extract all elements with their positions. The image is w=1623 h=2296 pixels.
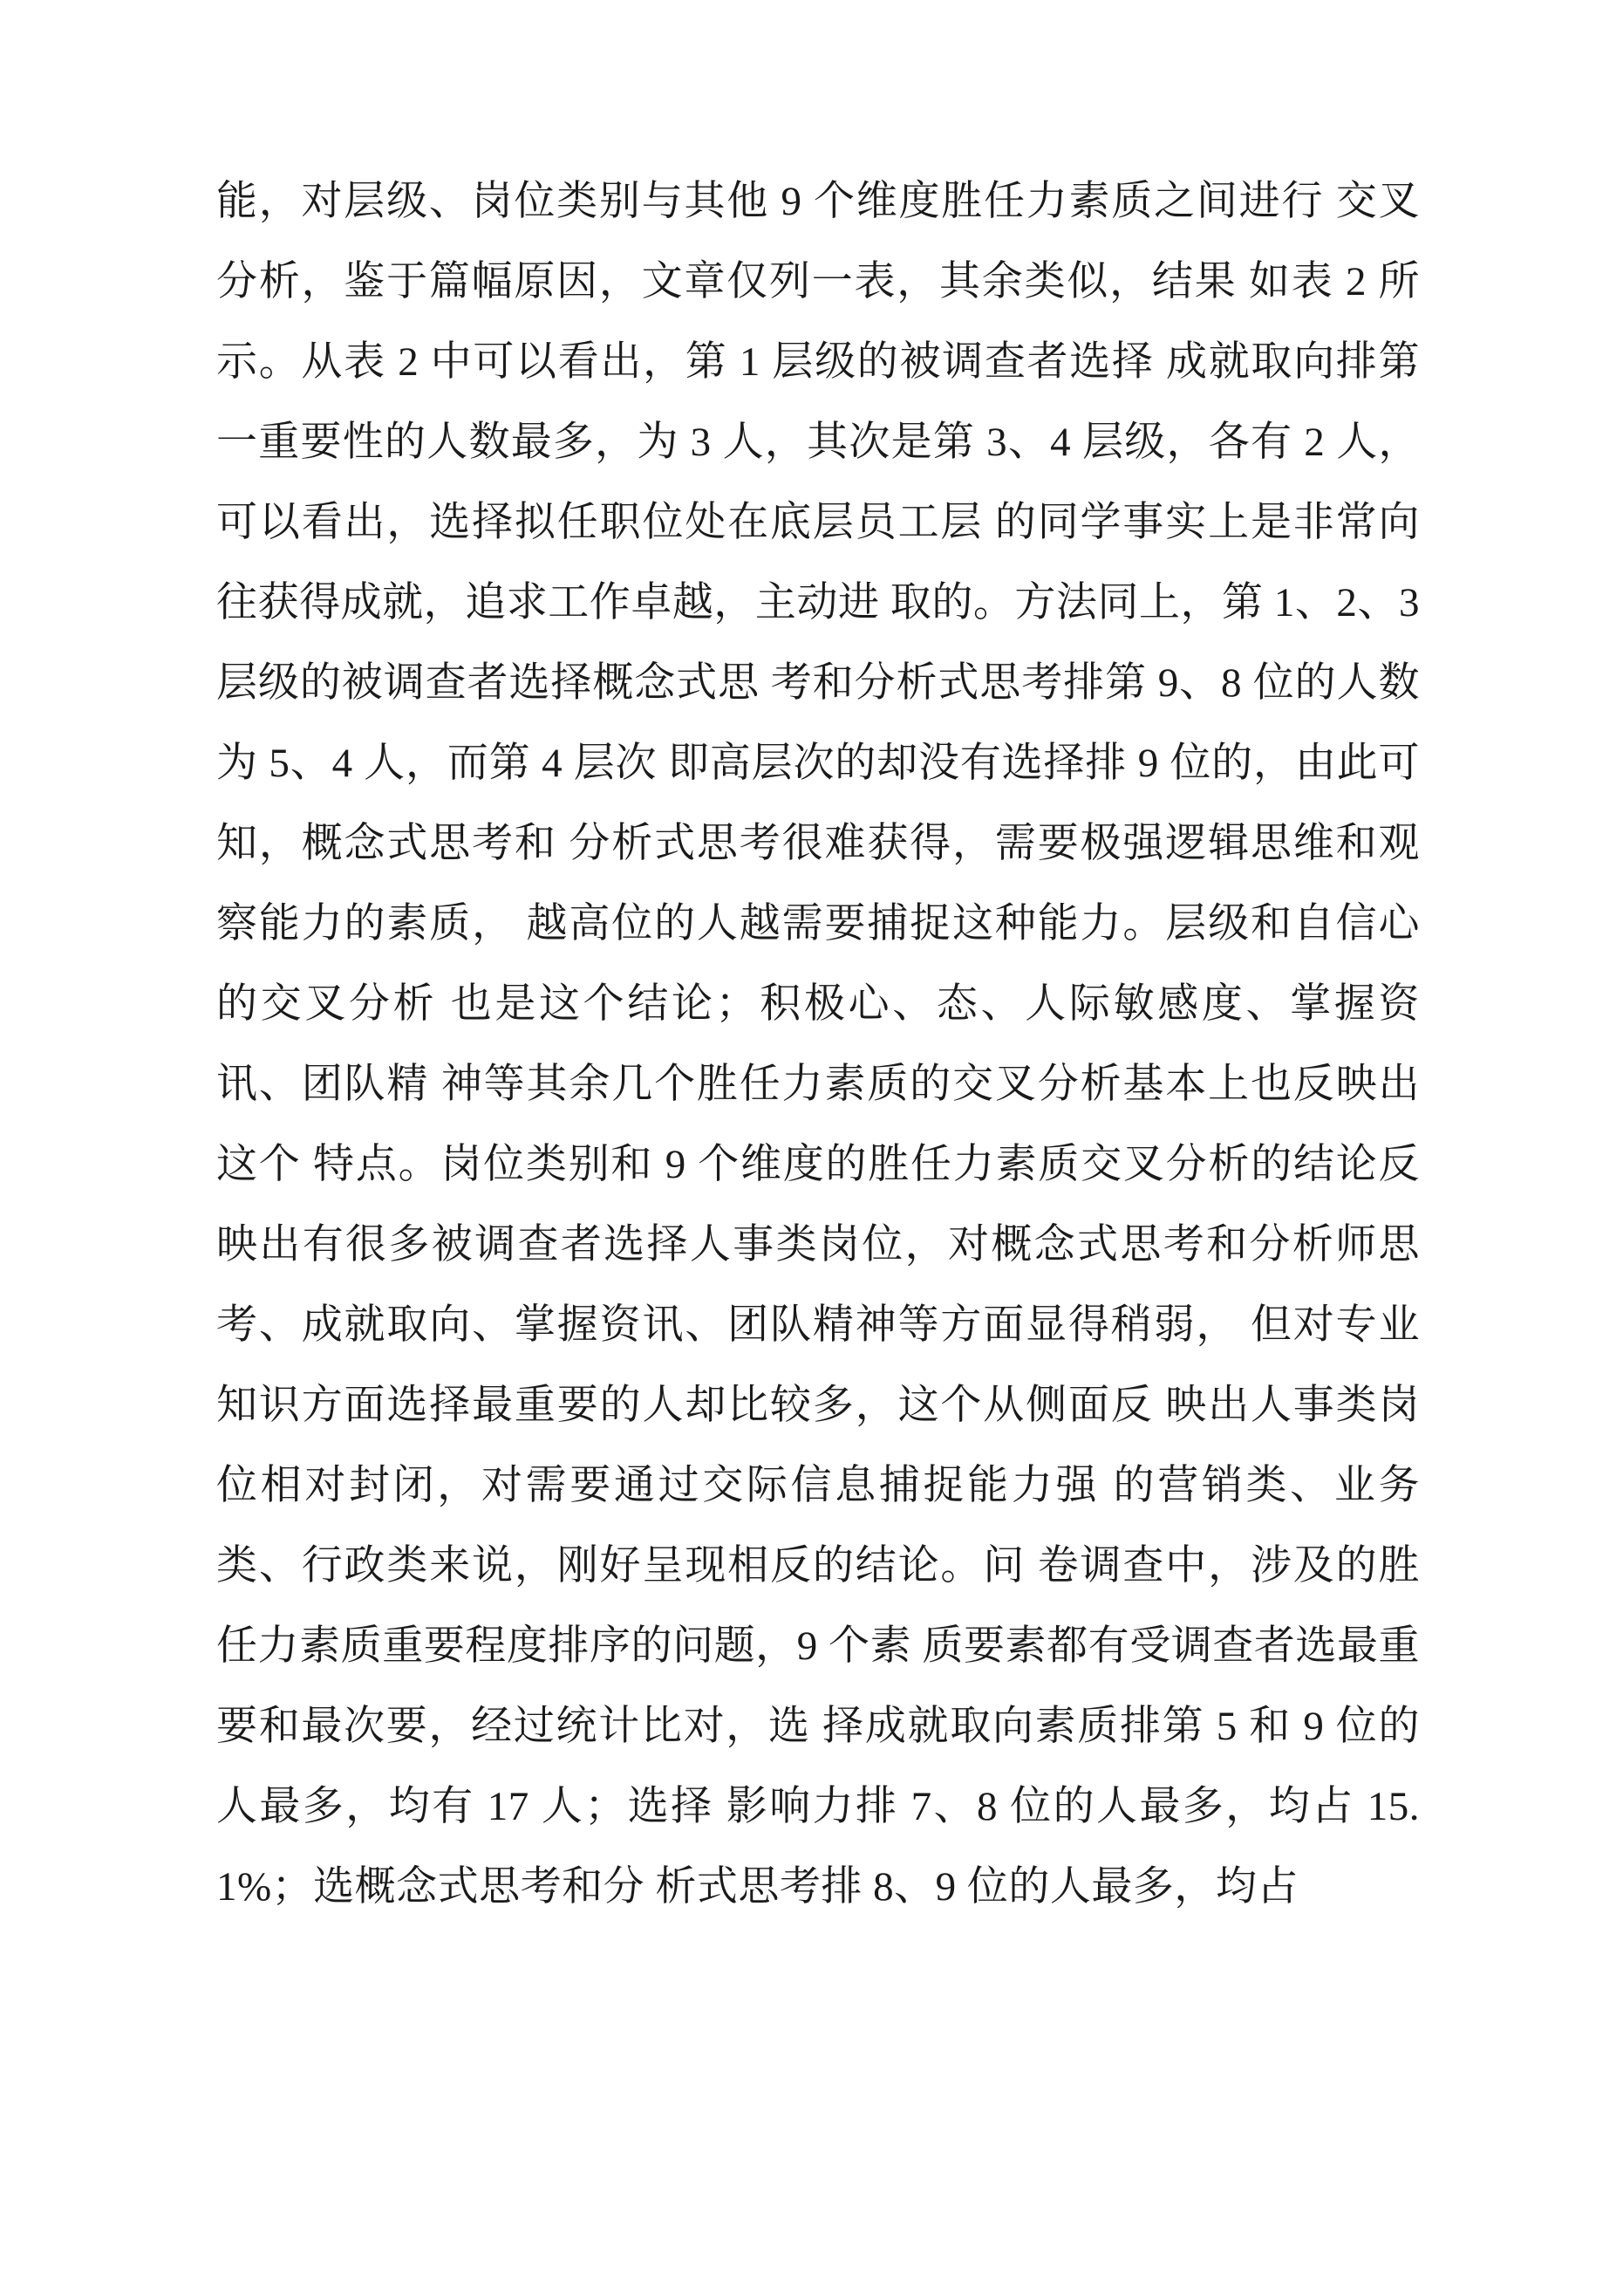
page-body	[216, 161, 1420, 1927]
body-paragraph: 能，对层级、岗位类别与其他 9 个维度胜任力素质之间进行 交叉分析，鉴于篇幅原因，文章仅列一表，其余类似，结果 如表 2 所示。从表 2 中可以看出，第 1 层级的被调查者选择 成就取向排第一重要性的人数最多，为 3 人，其次是第 3、4 层级，各有 2 人，可以看出，选择拟任职位处在底层员工层 的同学事实上是非常向往获得成就，追求工作卓越，主动进 取的。方法同上，第 1、2、3 层级的被调查者选择概念式思 考和分析式思考排第 9、8 位的人数为 5、4 人，而第 4 层次 即高层次的却没有选择排 9 位的，由此可知，概念式思考和 分析式思考很难获得，需要极强逻辑思维和观察能力的素质， 越高位的人越需要捕捉这种能力。层级和自信心的交叉分析 也是这个结论；积极心、态、人际敏感度、掌握资讯、团队精 神等其余几个胜任力素质的交叉分析基本上也反映出这个 特点。岗位类别和 9 个维度的胜任力素质交叉分析的结论反 映出有很多被调查者选择人事类岗位，对概念式思考和分析师思考、成就取向、掌握资讯、团队精神等方面显得稍弱， 但对专业知识方面选择最重要的人却比较多，这个从侧面反 映出人事类岗位相对封闭，对需要通过交际信息捕捉能力强 的营销类、业务类、行政类来说，刚好呈现相反的结论。问 卷调查中，涉及的胜任力素质重要程度排序的问题，9 个素 质要素都有受调查者选最重要和最次要，经过统计比对，选 择成就取向素质排第 5 和 9 位的人最多，均有 17 人；选择 影响力排 7、8 位的人最多，均占 15.1%；选概念式思考和分 析式思考排 8、9 位的人最多，均占	[216, 179, 1420, 1910]
